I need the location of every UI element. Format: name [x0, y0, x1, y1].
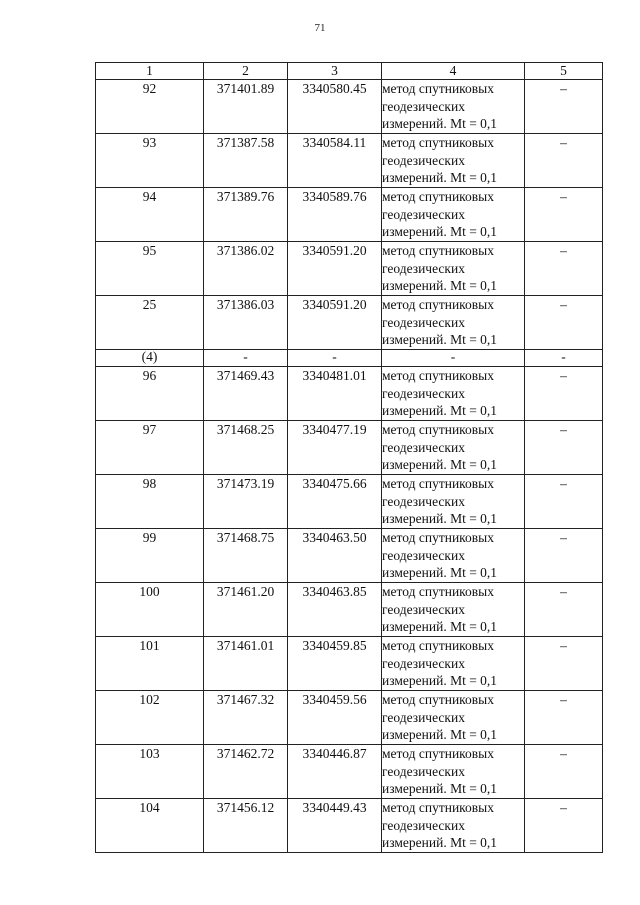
y-coordinate-cell: - [288, 350, 382, 367]
note-cell: - [525, 350, 603, 367]
page-number: 71 [314, 22, 326, 34]
y-coordinate-cell: 3340459.85 [288, 637, 382, 691]
note-cell: – [525, 242, 603, 296]
note-cell: – [525, 745, 603, 799]
x-coordinate-cell: 371401.89 [204, 80, 288, 134]
table-row [96, 799, 603, 853]
point-number-cell: 100 [96, 583, 204, 637]
x-coordinate-cell: 371468.75 [204, 529, 288, 583]
method-cell: - [382, 350, 525, 367]
method-cell: метод спутниковых геодезических измерений. Mt = 0,1 [382, 583, 525, 637]
point-number-cell: 93 [96, 134, 204, 188]
method-cell: метод спутниковых геодезических измерений. Mt = 0,1 [382, 80, 525, 134]
y-coordinate-cell: 3340463.85 [288, 583, 382, 637]
method-cell: метод спутниковых геодезических измерений. Mt = 0,1 [382, 691, 525, 745]
table-row [96, 134, 603, 188]
note-cell: – [525, 475, 603, 529]
method-cell: метод спутниковых геодезических измерений. Mt = 0,1 [382, 475, 525, 529]
note-cell: – [525, 296, 603, 350]
x-coordinate-cell: 371387.58 [204, 134, 288, 188]
y-coordinate-cell: 3340584.11 [288, 134, 382, 188]
note-cell: – [525, 799, 603, 853]
y-coordinate-cell: 3340446.87 [288, 745, 382, 799]
point-number-cell: 95 [96, 242, 204, 296]
note-cell: – [525, 80, 603, 134]
y-coordinate-cell: 3340459.56 [288, 691, 382, 745]
point-number-cell: (4) [96, 350, 204, 367]
column-header-4: 4 [382, 63, 525, 80]
method-cell: метод спутниковых геодезических измерений. Mt = 0,1 [382, 296, 525, 350]
x-coordinate-cell: 371461.20 [204, 583, 288, 637]
point-number-cell: 97 [96, 421, 204, 475]
point-number-cell: 104 [96, 799, 204, 853]
point-number-cell: 99 [96, 529, 204, 583]
table-row [96, 296, 603, 350]
point-number-cell: 102 [96, 691, 204, 745]
table-row [96, 421, 603, 475]
method-cell: метод спутниковых геодезических измерений. Mt = 0,1 [382, 367, 525, 421]
table-row [96, 637, 603, 691]
y-coordinate-cell: 3340475.66 [288, 475, 382, 529]
column-header-3: 3 [288, 63, 382, 80]
table-row [96, 583, 603, 637]
x-coordinate-cell: 371468.25 [204, 421, 288, 475]
method-cell: метод спутниковых геодезических измерений. Mt = 0,1 [382, 799, 525, 853]
method-cell: метод спутниковых геодезических измерений. Mt = 0,1 [382, 134, 525, 188]
x-coordinate-cell: 371462.72 [204, 745, 288, 799]
y-coordinate-cell: 3340449.43 [288, 799, 382, 853]
x-coordinate-cell: 371386.02 [204, 242, 288, 296]
y-coordinate-cell: 3340580.45 [288, 80, 382, 134]
column-header-1: 1 [96, 63, 204, 80]
y-coordinate-cell: 3340463.50 [288, 529, 382, 583]
y-coordinate-cell: 3340477.19 [288, 421, 382, 475]
point-number-cell: 96 [96, 367, 204, 421]
method-cell: метод спутниковых геодезических измерений. Mt = 0,1 [382, 745, 525, 799]
coordinates-table [95, 62, 603, 853]
point-number-cell: 103 [96, 745, 204, 799]
y-coordinate-cell: 3340591.20 [288, 242, 382, 296]
table-body [96, 80, 603, 853]
table-row [96, 242, 603, 296]
x-coordinate-cell: 371456.12 [204, 799, 288, 853]
table-row [96, 529, 603, 583]
table-row [96, 188, 603, 242]
table-row [96, 367, 603, 421]
x-coordinate-cell: - [204, 350, 288, 367]
point-number-cell: 25 [96, 296, 204, 350]
note-cell: – [525, 529, 603, 583]
x-coordinate-cell: 371461.01 [204, 637, 288, 691]
method-cell: метод спутниковых геодезических измерений. Mt = 0,1 [382, 421, 525, 475]
x-coordinate-cell: 371467.32 [204, 691, 288, 745]
x-coordinate-cell: 371473.19 [204, 475, 288, 529]
y-coordinate-cell: 3340589.76 [288, 188, 382, 242]
table-row [96, 80, 603, 134]
y-coordinate-cell: 3340481.01 [288, 367, 382, 421]
note-cell: – [525, 134, 603, 188]
note-cell: – [525, 583, 603, 637]
table-row [96, 745, 603, 799]
table-row [96, 475, 603, 529]
column-header-2: 2 [204, 63, 288, 80]
point-number-cell: 98 [96, 475, 204, 529]
x-coordinate-cell: 371469.43 [204, 367, 288, 421]
point-number-cell: 92 [96, 80, 204, 134]
column-header-5: 5 [525, 63, 603, 80]
note-cell: – [525, 421, 603, 475]
note-cell: – [525, 637, 603, 691]
method-cell: метод спутниковых геодезических измерений. Mt = 0,1 [382, 188, 525, 242]
note-cell: – [525, 367, 603, 421]
table-header-row [96, 63, 603, 80]
table-row [96, 691, 603, 745]
method-cell: метод спутниковых геодезических измерений. Mt = 0,1 [382, 637, 525, 691]
table-row [96, 350, 603, 367]
note-cell: – [525, 188, 603, 242]
point-number-cell: 101 [96, 637, 204, 691]
x-coordinate-cell: 371386.03 [204, 296, 288, 350]
method-cell: метод спутниковых геодезических измерений. Mt = 0,1 [382, 242, 525, 296]
point-number-cell: 94 [96, 188, 204, 242]
x-coordinate-cell: 371389.76 [204, 188, 288, 242]
note-cell: – [525, 691, 603, 745]
y-coordinate-cell: 3340591.20 [288, 296, 382, 350]
method-cell: метод спутниковых геодезических измерений. Mt = 0,1 [382, 529, 525, 583]
